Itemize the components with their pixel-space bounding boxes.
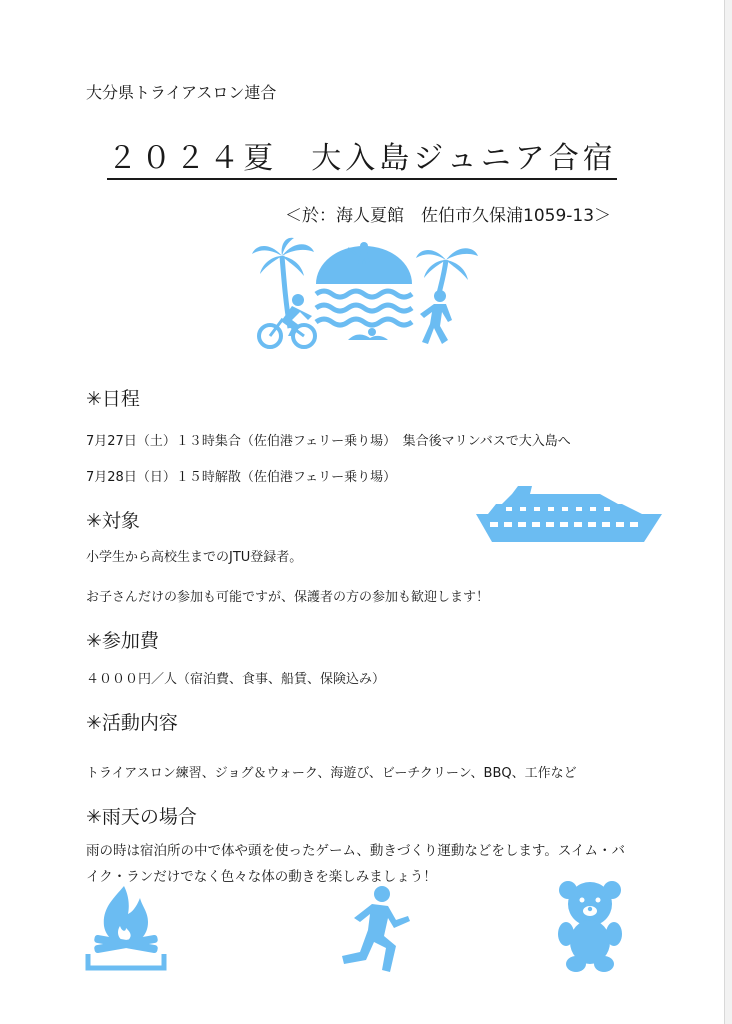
triathlon-island-illustration	[252, 236, 478, 354]
target-heading: ✳対象	[86, 510, 140, 532]
activities-line: トライアスロン練習、ジョグ＆ウォーク、海遊び、ビーチクリーン、BBQ、工作など	[86, 766, 577, 781]
activities-heading: ✳活動内容	[86, 712, 178, 734]
rain-heading: ✳雨天の場合	[86, 806, 197, 828]
island-sun-icon	[316, 242, 412, 284]
runner-icon	[338, 886, 412, 976]
teddy-bear-icon	[556, 880, 624, 972]
target-line-2: お子さんだけの参加も可能ですが、保護者の方の参加も歓迎します！	[86, 590, 490, 605]
wave-lines	[316, 291, 412, 325]
title-text: ２０２４夏 大入島ジュニア合宿	[107, 141, 616, 180]
swimmer-icon	[348, 328, 388, 340]
fee-line: ４０００円／人（宿泊費、食事、船賃、保険込み）	[86, 672, 386, 687]
schedule-line-1: 7月27日（土）１３時集合（佐伯港フェリー乗り場） 集合後マリンバスで大入島へ	[86, 434, 571, 449]
schedule-line-2: 7月28日（日）１５時解散（佐伯港フェリー乗り場）	[86, 470, 397, 485]
campfire-icon	[84, 884, 168, 974]
schedule-heading: ✳日程	[86, 388, 140, 410]
cruise-ship-icon	[472, 484, 666, 544]
runner-icon-small	[420, 290, 452, 344]
rain-paragraph: 雨の時は宿泊所の中で体や頭を使ったゲーム、動きづくり運動などをします。スイム・バイク・ランだけでなく色々な体の動きを楽しみましょう！	[86, 843, 626, 885]
venue-line: ＜於：海人夏館 佐伯市久保浦1059-13＞	[285, 206, 612, 226]
organizer-name: 大分県トライアスロン連合	[86, 83, 277, 102]
fee-heading: ✳参加費	[86, 630, 159, 652]
target-line-1: 小学生から高校生までのJTU登録者。	[86, 550, 303, 565]
page-title	[0, 142, 724, 175]
palm-tree-icon-right	[416, 248, 478, 298]
